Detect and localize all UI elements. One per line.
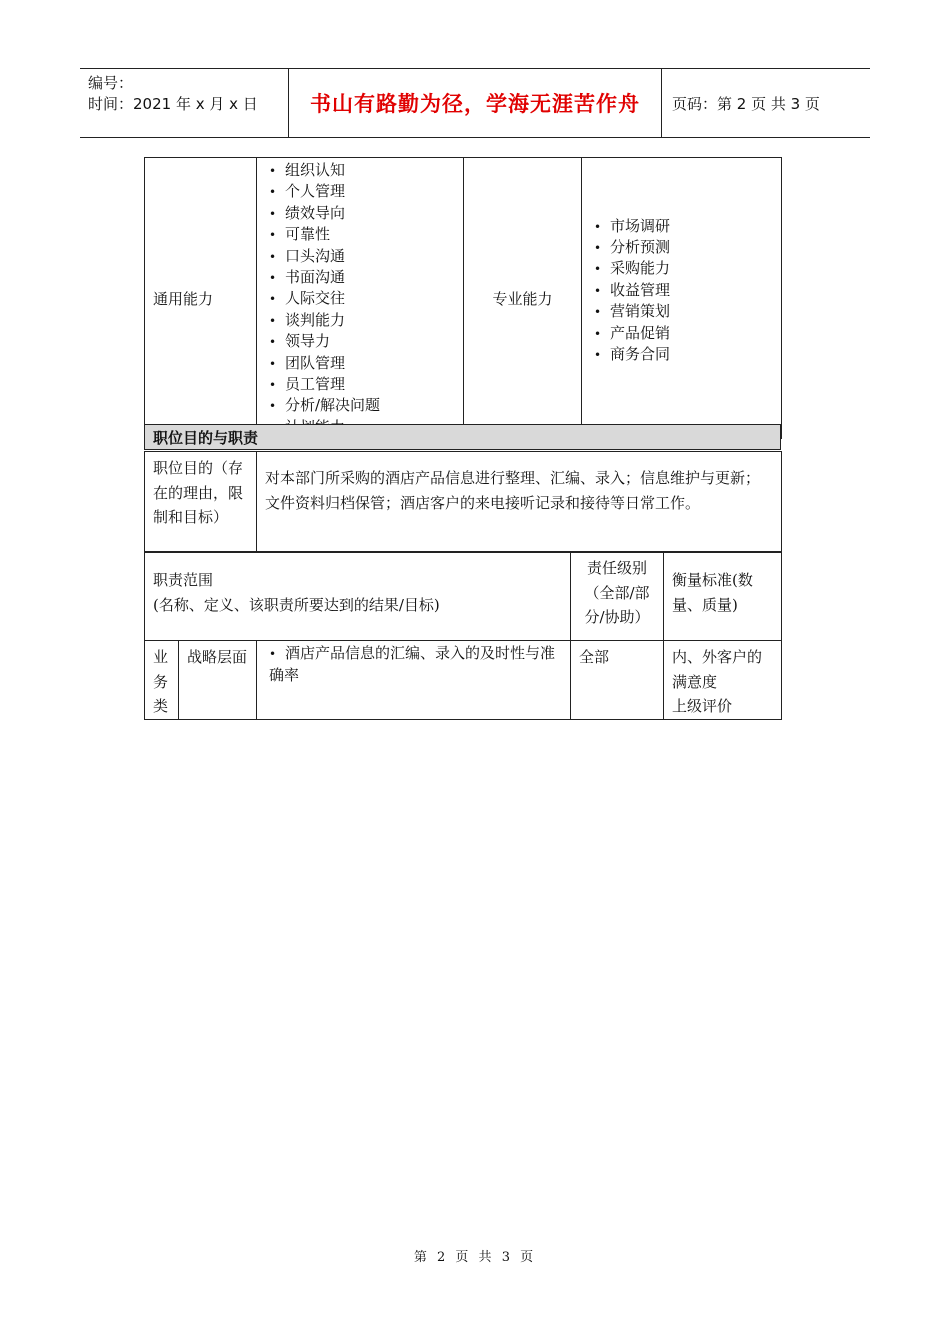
purpose-label: 职位目的（存在的理由，限制和目标） [145,452,257,553]
abilities-table [144,157,782,439]
header-motto: 书山有路勤为径，学海无涯苦作舟 [288,69,662,137]
duty-scope-header [145,552,571,641]
general-ability-label: 通用能力 [145,158,257,439]
duties-table [144,551,782,720]
page-footer: 第 2 页 共 3 页 [413,1250,537,1265]
duty-measure [664,641,782,720]
general-ability-list [257,158,463,438]
duty-item-cell [257,641,571,720]
purpose-text: 对本部门所采购的酒店产品信息进行整理、汇编、录入；信息维护与更新；文件资料归档保管；酒店客户的来电接听记录和接待等日常工作。 [257,452,782,553]
list-item: • 员工管理 [269,374,463,395]
doc-date-label: 时间：2021 年 x 月 x 日 [88,95,258,113]
list-item: • 团队管理 [269,353,463,374]
list-item: • 口头沟通 [269,246,463,267]
list-item: • 分析预测 [594,237,670,258]
duty-layer: 战略层面 [179,641,257,720]
header-page-number: 页码：第 2 页 共 3 页 [672,94,820,113]
professional-ability-cell [582,158,782,439]
duty-scope-label: 职责范围 [153,571,214,589]
duty-measure-header: 衡量标准(数量、质量) [664,552,782,641]
duty-measure-1: 内、外客户的满意度 [672,648,763,691]
duty-scope-note: (名称、定义、该职责所要达到的结果/目标) [153,595,440,614]
doc-number-label: 编号： [88,74,134,92]
duty-category: 业务类 [145,641,179,720]
section-title: 职位目的与职责 [144,424,781,450]
duty-level-header: 责任级别（全部/部分/协助） [571,552,664,641]
list-item: • 领导力 [269,331,463,352]
purpose-table [144,451,782,553]
list-item: • 可靠性 [269,224,463,245]
list-item: • 收益管理 [594,280,670,301]
list-item: • 分析/解决问题 [269,395,463,416]
list-item: • 谈判能力 [269,310,463,331]
list-item: • 产品促销 [594,323,670,344]
list-item: • 营销策划 [594,301,670,322]
list-item: • 人际交往 [269,288,463,309]
list-item: • 采购能力 [594,258,670,279]
list-item: • 书面沟通 [269,267,463,288]
professional-ability-list [582,216,670,366]
list-item: • 市场调研 [594,216,670,237]
header-meta [80,69,288,137]
professional-ability-label: 专业能力 [464,158,582,439]
duty-item: • 酒店产品信息的汇编、录入的及时性与准确率 [269,643,564,686]
duty-level: 全部 [571,641,664,720]
duty-measure-2: 上级评价 [672,697,733,715]
list-item: • 商务合同 [594,344,670,365]
list-item: • 组织认知 [269,160,463,181]
list-item: • 绩效导向 [269,203,463,224]
general-ability-cell [257,158,464,439]
table-row [145,641,782,720]
list-item: • 个人管理 [269,181,463,202]
page-header [80,68,870,138]
